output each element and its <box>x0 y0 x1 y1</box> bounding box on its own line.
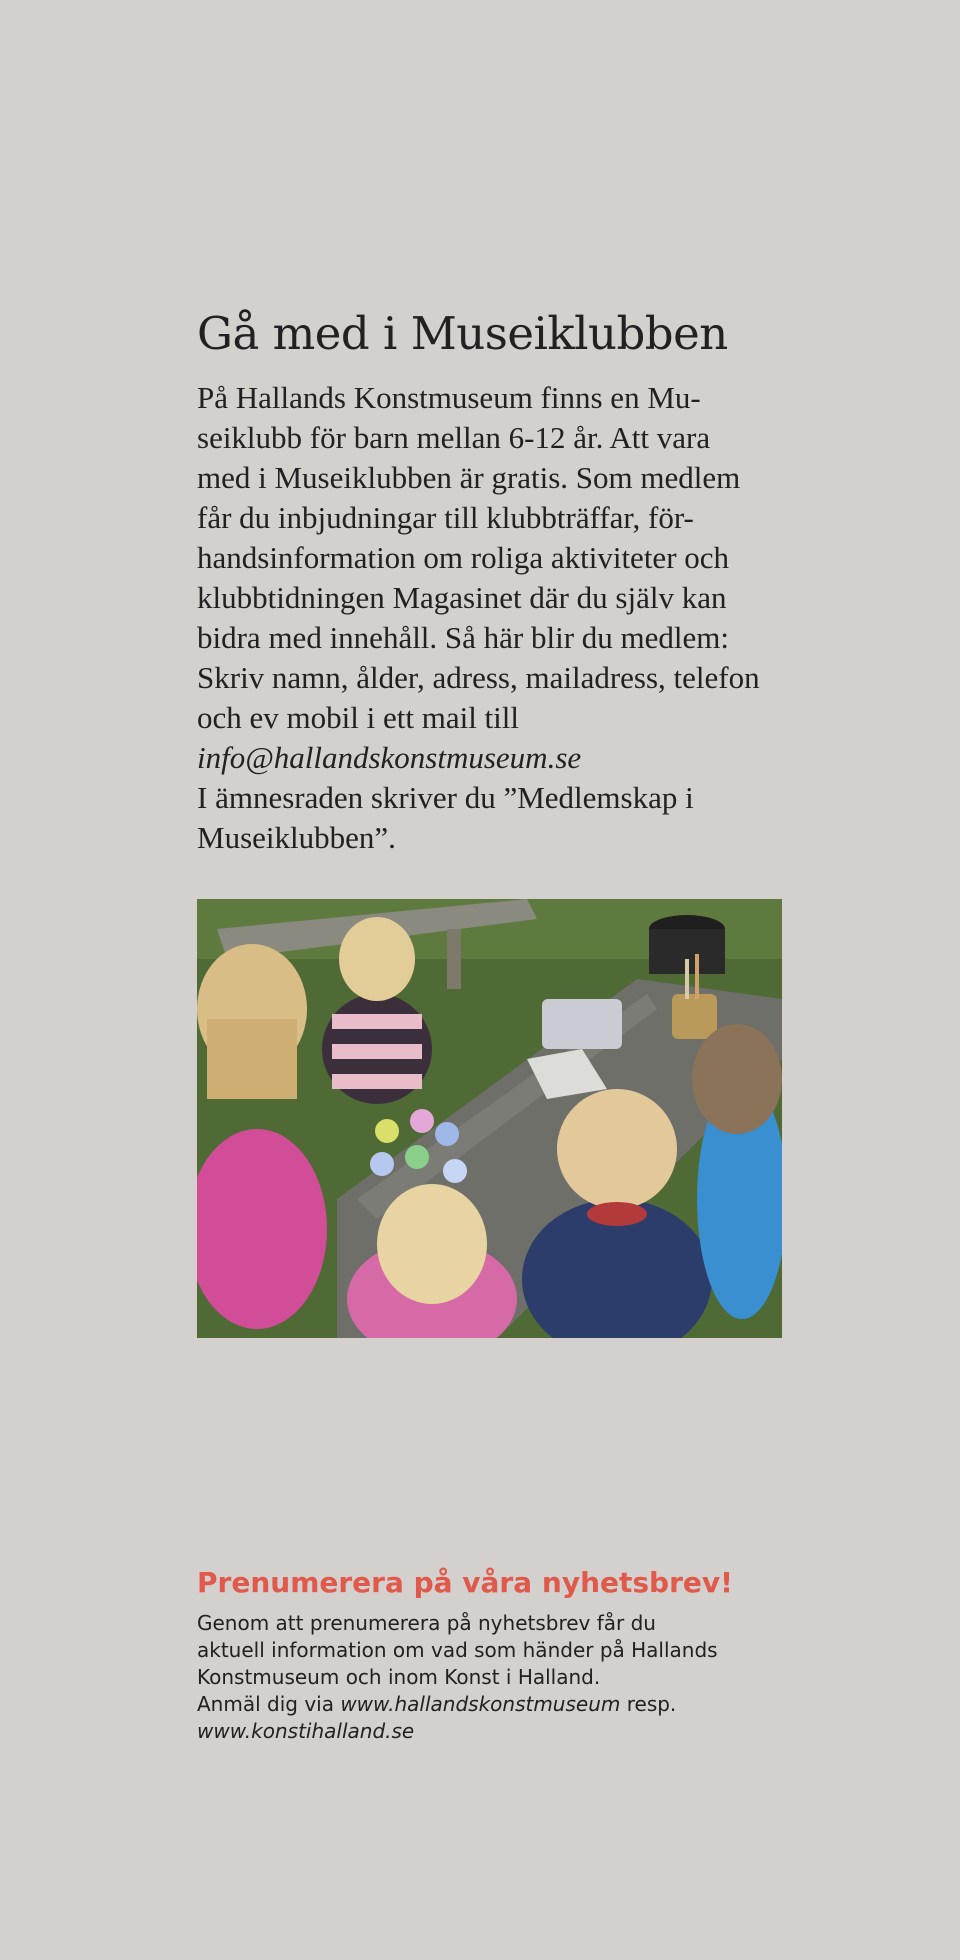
club-line: Museiklubben”. <box>197 819 396 855</box>
newsletter-title: Prenumerera på våra nyhetsbrev! <box>197 1566 733 1599</box>
newsletter-line: aktuell information om vad som händer på Hallands <box>197 1637 718 1662</box>
club-line: handsinformation om roliga aktiviteter och <box>197 539 730 575</box>
museum-club-section <box>197 308 797 858</box>
newsletter-section <box>197 1566 817 1745</box>
club-line: bidra med innehåll. Så här blir du medlem: <box>197 619 730 655</box>
newsletter-signup-line-2 <box>197 1718 817 1745</box>
club-description <box>197 378 797 858</box>
newsletter-line: Genom att prenumerera på nyhetsbrev får du <box>197 1610 656 1635</box>
signup-prefix: Anmäl dig via <box>197 1691 341 1716</box>
newsletter-line: Konstmuseum och inom Konst i Halland. <box>197 1664 601 1689</box>
club-line: I ämnesraden skriver du ”Medlemskap i <box>197 779 694 815</box>
club-email: info@hallandskonstmuseum.se <box>197 739 582 775</box>
club-line: Skriv namn, ålder, adress, mailadress, telefon <box>197 659 760 695</box>
club-title: Gå med i Museiklubben <box>197 307 728 360</box>
club-line: med i Museiklubben är gratis. Som medlem <box>197 459 741 495</box>
newsletter-description <box>197 1610 817 1745</box>
club-line: klubbtidningen Magasinet där du själv kan <box>197 579 727 615</box>
club-line: På Hallands Konstmuseum finns en Mu- <box>197 379 701 415</box>
konst-halland-website-link[interactable]: www.konstihalland.se <box>197 1718 415 1743</box>
club-line: får du inbjudningar till klubbträffar, för- <box>197 499 694 535</box>
newsletter-signup-line <box>197 1691 817 1718</box>
children-painting-photo <box>197 899 782 1338</box>
museum-website-link[interactable]: www.hallandskonstmuseum <box>340 1691 621 1716</box>
club-line: seiklubb för barn mellan 6-12 år. Att vara <box>197 419 711 455</box>
club-line: och ev mobil i ett mail till <box>197 699 520 735</box>
signup-middle: resp. <box>620 1691 677 1716</box>
children-painting-illustration <box>197 899 782 1338</box>
